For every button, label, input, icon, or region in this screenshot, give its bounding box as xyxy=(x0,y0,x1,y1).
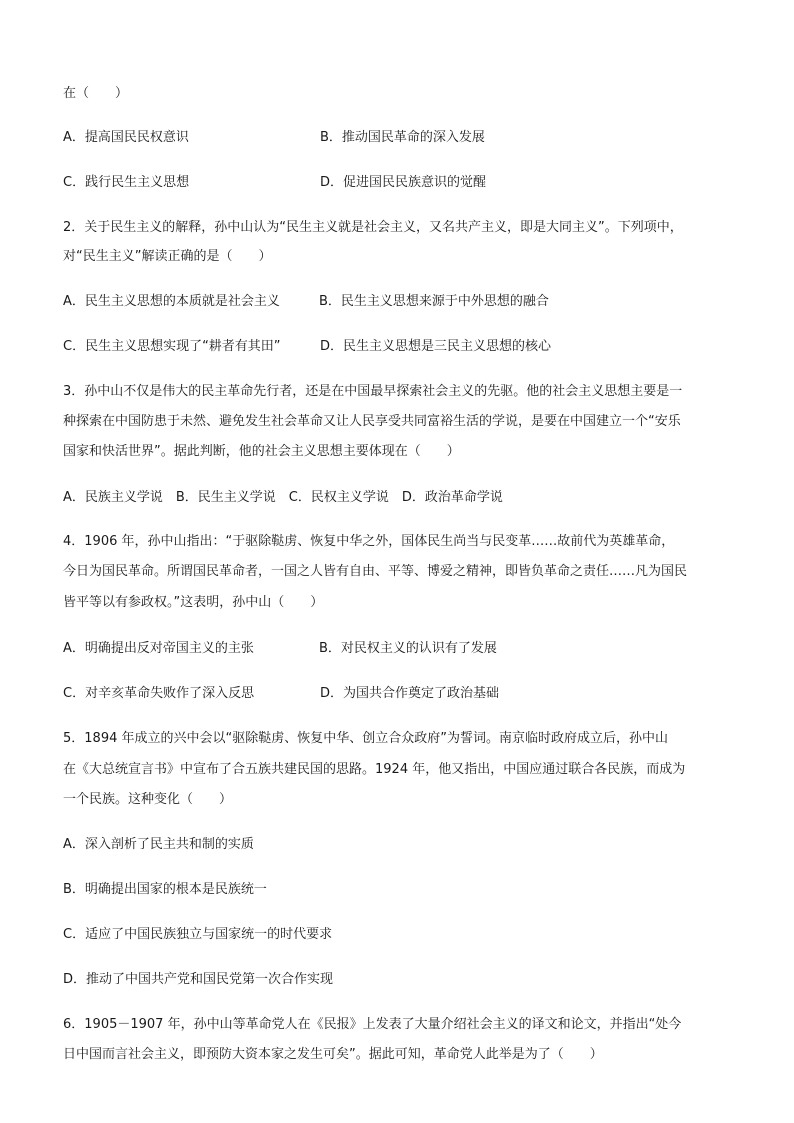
q5-option-b: B．明确提出国家的根本是民族统一 xyxy=(63,882,267,897)
q3-options: A．民族主义学说 B．民生主义学说 C．民权主义学说 D．政治革命学说 xyxy=(63,490,503,505)
q2-stem-line-2: 对“民生主义”解读正确的是（ ） xyxy=(63,249,272,264)
q4-stem-line-1: 4．1906 年，孙中山指出：“于驱除鞑虏、恢复中华之外，国体民生尚当与民变革……故前代为英雄革命， xyxy=(63,534,675,549)
q2-option-a: A．民生主义思想的本质就是社会主义 xyxy=(63,294,280,309)
q2-option-d: D．民生主义思想是三民主义思想的核心 xyxy=(320,339,552,354)
q6-stem-line-1: 6．1905－1907 年，孙中山等革命党人在《民报》上发表了大量介绍社会主义的译文和论文，并指出“处今 xyxy=(63,1017,682,1032)
q6-stem-line-2: 日中国而言社会主义，即预防大资本家之发生可矣”。据此可知，革命党人此举是为了（ ） xyxy=(63,1047,603,1062)
q1-option-c: C．践行民生主义思想 xyxy=(63,175,190,190)
q4-stem-line-3: 皆平等以有参政权。”这表明，孙中山（ ） xyxy=(63,595,324,610)
q2-option-b: B．民生主义思想来源于中外思想的融合 xyxy=(319,294,549,309)
q4-option-a: A．明确提出反对帝国主义的主张 xyxy=(63,641,254,656)
q3-stem-line-1: 3．孙中山不仅是伟大的民主革命先行者，还是在中国最早探索社会主义的先驱。他的社会主义思想主要是一 xyxy=(63,384,683,399)
q3-stem-line-2: 种探索在中国防患于未然、避免发生社会革命又让人民享受共同富裕生活的学说，是要在中国建立一个“安乐 xyxy=(63,414,681,429)
q3-stem-line-3: 国家和快活世界”。据此判断，他的社会主义思想主要体现在（ ） xyxy=(63,444,460,459)
q1-option-b: B．推动国民革命的深入发展 xyxy=(320,130,485,145)
q5-option-c: C．适应了中国民族独立与国家统一的时代要求 xyxy=(63,927,333,942)
q4-option-c: C．对辛亥革命失败作了深入反思 xyxy=(63,686,255,701)
q4-option-d: D．为国共合作奠定了政治基础 xyxy=(320,686,500,701)
q5-option-a: A．深入剖析了民主共和制的实质 xyxy=(63,837,254,852)
q4-stem-line-2: 今日为国民革命。所谓国民革命者，一国之人皆有自由、平等、博爱之精神，即皆负革命之责任……凡为国民 xyxy=(63,564,688,579)
q2-option-c: C．民生主义思想实现了“耕者有其田” xyxy=(63,339,281,354)
q5-stem-line-3: 一个民族。这种变化（ ） xyxy=(63,792,233,807)
q1-stem-tail: 在（ ） xyxy=(63,86,129,101)
q5-option-d: D．推动了中国共产党和国民党第一次合作实现 xyxy=(63,972,334,987)
q5-stem-line-1: 5．1894 年成立的兴中会以“驱除鞑虏、恢复中华、创立合众政府”为誓词。南京临时政府成立后，孙中山 xyxy=(63,731,668,746)
q1-option-d: D．促进国民民族意识的觉醒 xyxy=(320,175,487,190)
q5-stem-line-2: 在《大总统宣言书》中宣布了合五族共建民国的思路。1924 年，他又指出，中国应通过联合各民族，而成为 xyxy=(63,762,686,777)
q1-option-a: A．提高国民民权意识 xyxy=(63,130,189,145)
q2-stem-line-1: 2．关于民生主义的解释，孙中山认为“民生主义就是社会主义，又名共产主义，即是大同主义”。下列项中， xyxy=(63,220,683,235)
q4-option-b: B．对民权主义的认识有了发展 xyxy=(319,641,497,656)
